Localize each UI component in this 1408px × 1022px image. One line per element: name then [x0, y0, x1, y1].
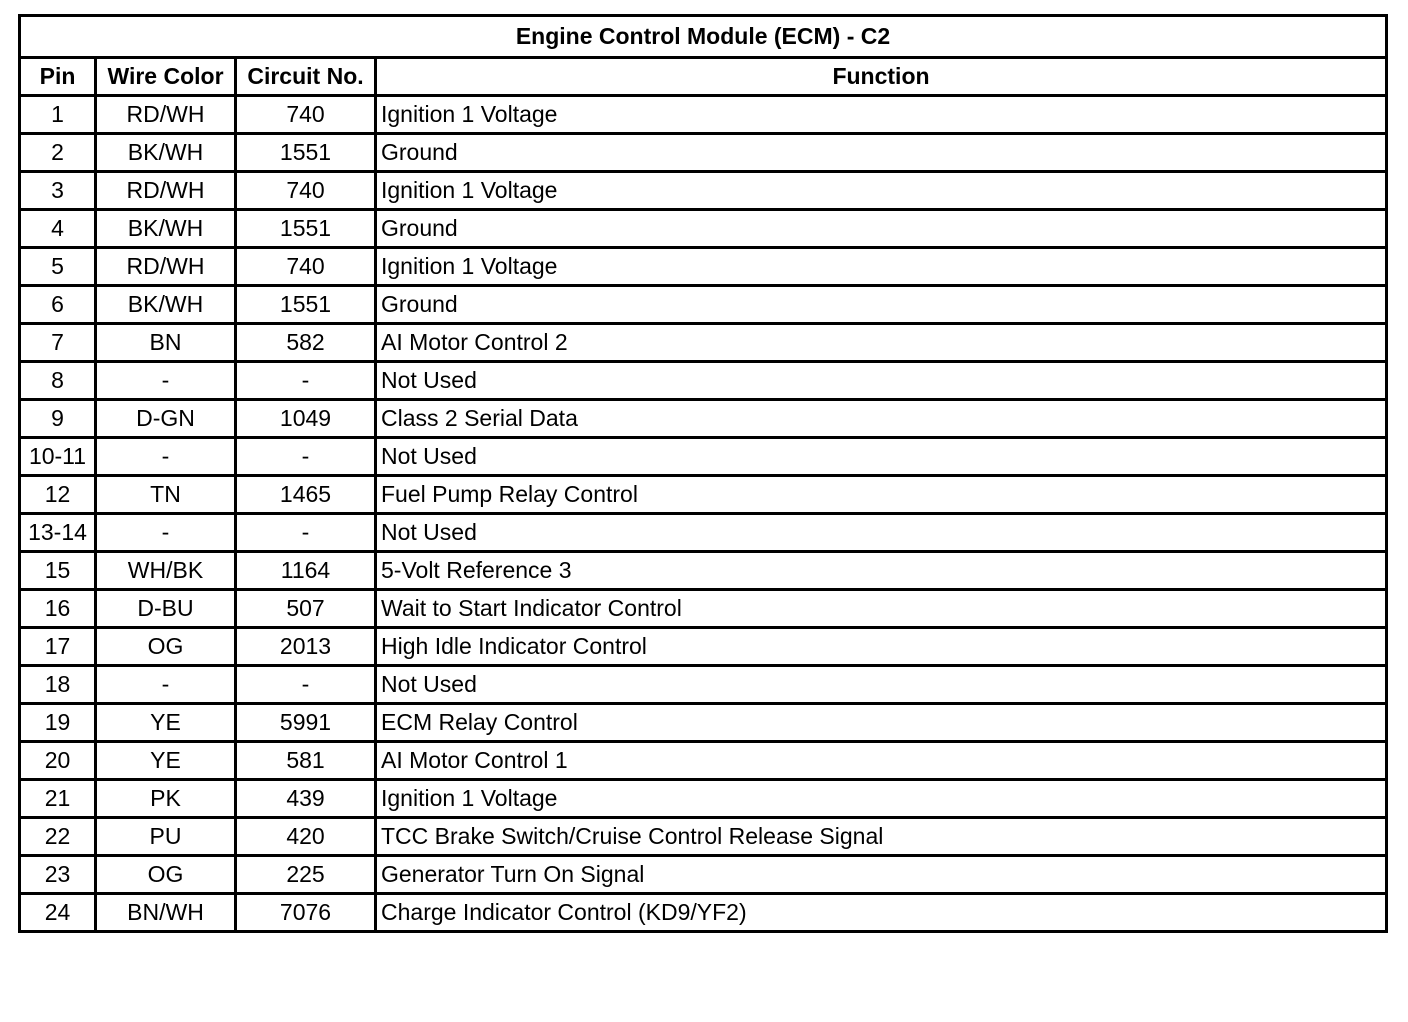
pin-cell: 24	[20, 894, 96, 932]
pin-cell: 20	[20, 742, 96, 780]
wire-color-cell: RD/WH	[96, 96, 236, 134]
function-cell: Ground	[376, 210, 1387, 248]
table-row	[20, 210, 1387, 248]
wire-color-cell: -	[96, 514, 236, 552]
circuit-cell: -	[236, 514, 376, 552]
table-row	[20, 362, 1387, 400]
table-row	[20, 134, 1387, 172]
circuit-cell: 439	[236, 780, 376, 818]
function-cell: Not Used	[376, 514, 1387, 552]
wire-color-cell: WH/BK	[96, 552, 236, 590]
table-row	[20, 476, 1387, 514]
wire-color-cell: BN	[96, 324, 236, 362]
pin-cell: 10-11	[20, 438, 96, 476]
column-header-circuit: Circuit No.	[236, 58, 376, 96]
table-row	[20, 704, 1387, 742]
pin-cell: 19	[20, 704, 96, 742]
circuit-cell: 1164	[236, 552, 376, 590]
function-cell: Ignition 1 Voltage	[376, 248, 1387, 286]
circuit-cell: -	[236, 362, 376, 400]
function-cell: Not Used	[376, 666, 1387, 704]
column-header-wire-color: Wire Color	[96, 58, 236, 96]
table-row	[20, 96, 1387, 134]
circuit-cell: 582	[236, 324, 376, 362]
circuit-cell: 581	[236, 742, 376, 780]
table-row	[20, 324, 1387, 362]
wire-color-cell: -	[96, 362, 236, 400]
column-header-pin: Pin	[20, 58, 96, 96]
pin-cell: 9	[20, 400, 96, 438]
pin-cell: 3	[20, 172, 96, 210]
circuit-cell: 7076	[236, 894, 376, 932]
table-row	[20, 514, 1387, 552]
circuit-cell: 1551	[236, 134, 376, 172]
pin-cell: 6	[20, 286, 96, 324]
function-cell: ECM Relay Control	[376, 704, 1387, 742]
wire-color-cell: RD/WH	[96, 172, 236, 210]
wire-color-cell: BN/WH	[96, 894, 236, 932]
pin-cell: 1	[20, 96, 96, 134]
circuit-cell: 507	[236, 590, 376, 628]
table-row	[20, 894, 1387, 932]
ecm-connector-table	[18, 14, 1388, 933]
function-cell: Fuel Pump Relay Control	[376, 476, 1387, 514]
pin-cell: 12	[20, 476, 96, 514]
wire-color-cell: OG	[96, 856, 236, 894]
circuit-cell: 225	[236, 856, 376, 894]
circuit-cell: 740	[236, 172, 376, 210]
wire-color-cell: BK/WH	[96, 286, 236, 324]
table-row	[20, 438, 1387, 476]
wire-color-cell: PU	[96, 818, 236, 856]
wire-color-cell: RD/WH	[96, 248, 236, 286]
column-header-function: Function	[376, 58, 1387, 96]
table-row	[20, 400, 1387, 438]
pin-cell: 22	[20, 818, 96, 856]
title-row	[20, 16, 1387, 58]
table-row	[20, 172, 1387, 210]
circuit-cell: 1465	[236, 476, 376, 514]
circuit-cell: -	[236, 438, 376, 476]
circuit-cell: 740	[236, 248, 376, 286]
wire-color-cell: OG	[96, 628, 236, 666]
table-row	[20, 248, 1387, 286]
circuit-cell: 420	[236, 818, 376, 856]
wire-color-cell: D-BU	[96, 590, 236, 628]
wire-color-cell: BK/WH	[96, 210, 236, 248]
table-body	[20, 96, 1387, 932]
pin-cell: 7	[20, 324, 96, 362]
pin-cell: 17	[20, 628, 96, 666]
function-cell: Wait to Start Indicator Control	[376, 590, 1387, 628]
function-cell: Ignition 1 Voltage	[376, 780, 1387, 818]
pin-cell: 18	[20, 666, 96, 704]
pin-cell: 4	[20, 210, 96, 248]
function-cell: Charge Indicator Control (KD9/YF2)	[376, 894, 1387, 932]
circuit-cell: -	[236, 666, 376, 704]
function-cell: 5-Volt Reference 3	[376, 552, 1387, 590]
circuit-cell: 1049	[236, 400, 376, 438]
header-row	[20, 58, 1387, 96]
table-row	[20, 552, 1387, 590]
table-row	[20, 856, 1387, 894]
function-cell: High Idle Indicator Control	[376, 628, 1387, 666]
pin-cell: 13-14	[20, 514, 96, 552]
wire-color-cell: YE	[96, 742, 236, 780]
pin-cell: 8	[20, 362, 96, 400]
wire-color-cell: -	[96, 438, 236, 476]
circuit-cell: 1551	[236, 286, 376, 324]
table-title: Engine Control Module (ECM) - C2	[20, 16, 1387, 58]
function-cell: Ground	[376, 286, 1387, 324]
wire-color-cell: BK/WH	[96, 134, 236, 172]
table-row	[20, 590, 1387, 628]
table-row	[20, 628, 1387, 666]
table-row	[20, 780, 1387, 818]
function-cell: Not Used	[376, 438, 1387, 476]
table-row	[20, 818, 1387, 856]
table-row	[20, 286, 1387, 324]
function-cell: Ignition 1 Voltage	[376, 172, 1387, 210]
pin-cell: 2	[20, 134, 96, 172]
circuit-cell: 2013	[236, 628, 376, 666]
circuit-cell: 5991	[236, 704, 376, 742]
function-cell: Ignition 1 Voltage	[376, 96, 1387, 134]
function-cell: Not Used	[376, 362, 1387, 400]
wire-color-cell: D-GN	[96, 400, 236, 438]
table-row	[20, 666, 1387, 704]
circuit-cell: 1551	[236, 210, 376, 248]
circuit-cell: 740	[236, 96, 376, 134]
pin-cell: 16	[20, 590, 96, 628]
pin-cell: 21	[20, 780, 96, 818]
wire-color-cell: PK	[96, 780, 236, 818]
table-row	[20, 742, 1387, 780]
function-cell: TCC Brake Switch/Cruise Control Release Signal	[376, 818, 1387, 856]
function-cell: AI Motor Control 1	[376, 742, 1387, 780]
wire-color-cell: TN	[96, 476, 236, 514]
function-cell: Class 2 Serial Data	[376, 400, 1387, 438]
pin-cell: 15	[20, 552, 96, 590]
pin-cell: 23	[20, 856, 96, 894]
wire-color-cell: YE	[96, 704, 236, 742]
function-cell: Ground	[376, 134, 1387, 172]
function-cell: Generator Turn On Signal	[376, 856, 1387, 894]
wire-color-cell: -	[96, 666, 236, 704]
function-cell: AI Motor Control 2	[376, 324, 1387, 362]
pin-cell: 5	[20, 248, 96, 286]
